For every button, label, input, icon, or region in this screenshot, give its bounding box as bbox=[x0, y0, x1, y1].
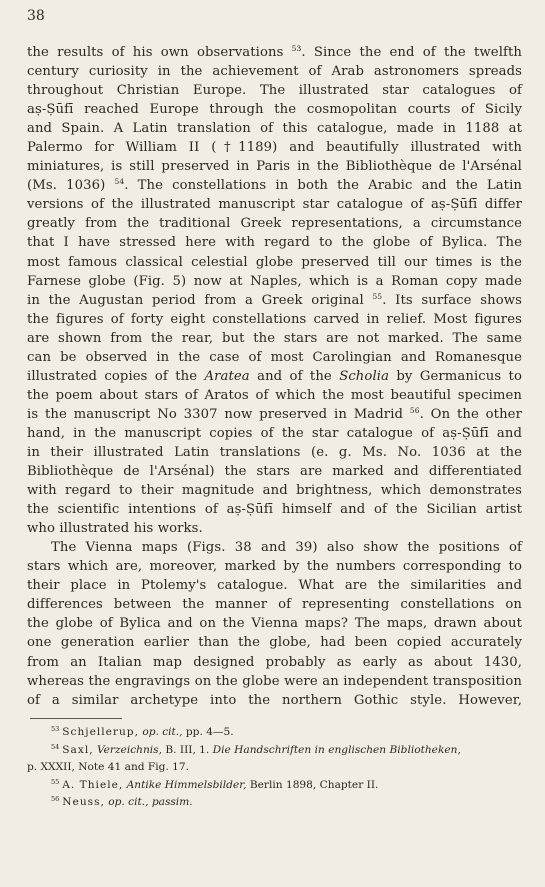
footnote-italic: op. cit., bbox=[142, 726, 183, 738]
footnote-rule bbox=[30, 718, 122, 719]
text-line bbox=[27, 253, 522, 272]
footnote-author: A. Thiele, bbox=[62, 778, 124, 791]
footnote-number: 55 bbox=[51, 777, 60, 786]
text-line bbox=[27, 367, 522, 386]
text-run: by Germanicus to bbox=[389, 368, 522, 384]
footnote-author: Saxl, bbox=[62, 743, 94, 756]
text-line bbox=[27, 633, 522, 652]
text-run: . On the other bbox=[419, 406, 522, 422]
text-run: century curiosity in the achievement of Arab astronomers spreads bbox=[27, 64, 522, 80]
text-run: the results of his own observations bbox=[27, 45, 292, 60]
text-run: throughout Christian Europe. The illustrated star catalogues of bbox=[27, 83, 522, 99]
text-run: of a similar archetype into the northern Gothic style. However, bbox=[27, 692, 522, 708]
footnote-ref: 55 bbox=[372, 291, 383, 301]
footnote-text: pp. 4—5. bbox=[182, 726, 234, 738]
text-line bbox=[27, 386, 522, 405]
text-line bbox=[27, 595, 522, 614]
text-run: miniatures, is still preserved in Paris in the Bibliothèque de l'Arsénal bbox=[27, 159, 522, 175]
text-line bbox=[27, 62, 522, 81]
text-run: Farnese globe (Fig. 5) now at Naples, which is a Roman copy made bbox=[27, 273, 522, 289]
text-run: and Spain. A Latin translation of this catalogue, made in 1188 at bbox=[27, 121, 522, 137]
text-run: in their illustrated Latin translations (e. g. Ms. No. 1036 at the bbox=[27, 444, 522, 460]
text-line bbox=[27, 176, 522, 195]
text-run: the figures of forty eight constellations carved in relief. Most figures bbox=[27, 311, 522, 327]
text-line bbox=[27, 576, 522, 595]
text-line bbox=[27, 653, 522, 672]
text-line bbox=[27, 329, 522, 348]
text-line bbox=[27, 348, 522, 367]
text-run: versions of the illustrated manuscript star catalogue of aṣ-Ṣūfī differ bbox=[27, 197, 522, 213]
footnote bbox=[27, 724, 522, 742]
text-line bbox=[27, 233, 522, 252]
text-run: the globe of Bylica and on the Vienna maps? The maps, drawn about bbox=[27, 616, 522, 632]
text-run: and of the bbox=[249, 368, 340, 384]
footnote-italic: Verzeichnis, bbox=[96, 743, 162, 756]
footnote-number: 56 bbox=[51, 795, 60, 803]
footnote-text: B. III, 1. bbox=[162, 743, 213, 756]
footnote-italic: op. cit., passim. bbox=[108, 796, 193, 808]
text-line bbox=[27, 119, 522, 138]
text-run: hand, in the manuscript copies of the star catalogue of aṣ-Ṣūfī and bbox=[27, 425, 522, 441]
footnote-text: p. XXXII, Note 41 and Fig. 17. bbox=[27, 761, 190, 773]
footnote-ref: 54 bbox=[114, 177, 125, 187]
text-line bbox=[27, 424, 522, 443]
footnote-number: 53 bbox=[51, 725, 60, 733]
text-run: Palermo for William II (†1189) and beautifully illustrated with bbox=[27, 140, 522, 156]
text-line bbox=[27, 81, 522, 100]
text-run: greatly from the traditional Greek representations, a circumstance bbox=[27, 216, 522, 232]
text-run: the scientific intentions of aṣ-Ṣūfī himself and of the Sicilian artist bbox=[27, 502, 522, 518]
text-line bbox=[27, 672, 522, 691]
text-run: stars which are, moreover, marked by the numbers corresponding to bbox=[27, 559, 522, 575]
text-line bbox=[27, 291, 522, 310]
text-run: aṣ-Ṣūfī reached Europe through the cosmopolitan courts of Sicily bbox=[27, 102, 522, 118]
text-line bbox=[27, 557, 522, 576]
text-run: who illustrated his works. bbox=[27, 521, 203, 537]
text-line bbox=[27, 157, 522, 176]
text-run: can be observed in the case of most Carolingian and Romanesque bbox=[27, 349, 522, 365]
text-line bbox=[27, 443, 522, 462]
text-run: in the Augustan period from a Greek original bbox=[27, 292, 373, 308]
text-run: (Ms. 1036) bbox=[27, 178, 115, 194]
text-run: differences between the manner of representing constellations on bbox=[27, 597, 522, 613]
text-run: . Since the end of the twelfth bbox=[301, 45, 522, 60]
text-run: . The constellations in both the Arabic and the Latin bbox=[124, 178, 522, 194]
text-run: their place in Ptolemy's catalogue. What are the similarities and bbox=[27, 578, 522, 594]
text-run: the poem about stars of Aratos of which the most beautiful specimen bbox=[27, 387, 522, 403]
text-line bbox=[27, 614, 522, 633]
text-run: is the manuscript No 3307 now preserved in Madrid bbox=[27, 406, 410, 422]
text-run: Bibliothèque de l'Arsénal) the stars are marked and differentiated bbox=[27, 464, 522, 480]
text-line bbox=[27, 310, 522, 329]
footnote-ref: 53 bbox=[291, 44, 302, 53]
text-line bbox=[27, 481, 522, 500]
footnote-author: Neuss, bbox=[62, 796, 105, 808]
footnote-ref: 56 bbox=[409, 405, 420, 415]
footnote bbox=[27, 759, 522, 777]
text-line bbox=[27, 691, 522, 710]
text-line bbox=[27, 214, 522, 233]
text-line bbox=[27, 405, 522, 424]
text-run: whereas the engravings on the globe were an independent transposition bbox=[27, 673, 522, 689]
footnote bbox=[27, 794, 522, 812]
italic-title: Scholia bbox=[339, 368, 390, 384]
text-run: most famous classical celestial globe preserved till our times is the bbox=[27, 254, 522, 270]
text-line bbox=[27, 138, 522, 157]
text-line bbox=[27, 195, 522, 214]
text-run: The Vienna maps (Figs. 38 and 39) also show the positions of bbox=[51, 540, 522, 556]
footnote-number: 54 bbox=[51, 742, 60, 751]
text-line bbox=[27, 43, 522, 62]
body-text bbox=[27, 43, 522, 710]
text-run: one generation earlier than the globe, had been copied accurately bbox=[27, 635, 522, 651]
text-line bbox=[27, 519, 522, 538]
text-line bbox=[27, 500, 522, 519]
footnote-italic: Die Handschriften in englischen Bibliotheken, bbox=[212, 743, 461, 756]
text-run: from an Italian map designed probably as early as about 1430, bbox=[27, 654, 522, 670]
italic-title: Aratea bbox=[204, 368, 250, 384]
text-line bbox=[27, 538, 522, 557]
page-number: 38 bbox=[27, 8, 45, 24]
text-line bbox=[27, 100, 522, 119]
text-line bbox=[27, 272, 522, 291]
footnote bbox=[27, 777, 522, 795]
footnote-italic: Antike Himmelsbilder, bbox=[126, 778, 247, 791]
footnotes bbox=[27, 724, 522, 812]
text-run: are shown from the rear, but the stars are not marked. The same bbox=[27, 330, 522, 346]
footnote bbox=[27, 742, 522, 760]
text-run: illustrated copies of the bbox=[27, 368, 205, 384]
footnote-author: Schjellerup, bbox=[62, 726, 139, 738]
text-run: that I have stressed here with regard to the globe of Bylica. The bbox=[27, 235, 522, 251]
text-run: . Its surface shows bbox=[382, 292, 522, 308]
footnote-text: Berlin 1898, Chapter II. bbox=[246, 778, 379, 791]
text-line bbox=[27, 462, 522, 481]
text-run: with regard to their magnitude and brightness, which demonstrates bbox=[27, 483, 522, 499]
